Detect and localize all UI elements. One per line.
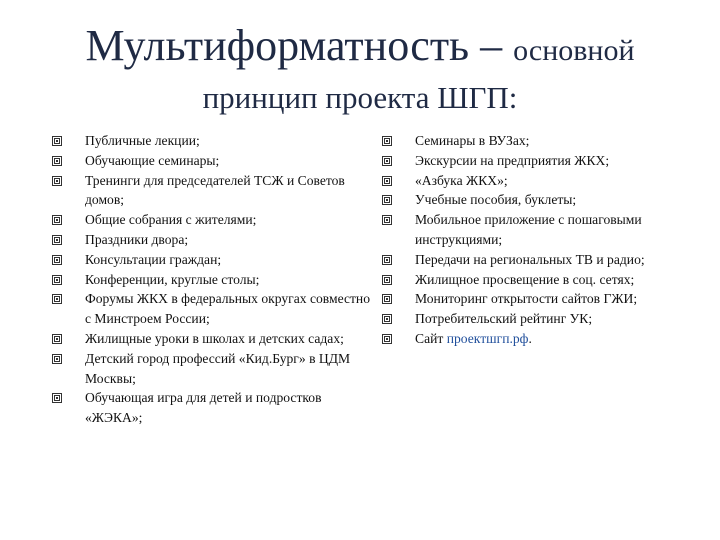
list-item-text: Мониторинг открытости сайтов ГЖИ;	[415, 291, 638, 307]
right-column	[382, 131, 700, 349]
list-item	[382, 190, 700, 210]
list-item-text: Праздники двора;	[85, 231, 189, 247]
square-bullet-icon	[52, 215, 62, 225]
list-item	[382, 171, 700, 191]
list-item	[52, 388, 370, 428]
list-item	[52, 230, 370, 250]
list-item	[382, 250, 700, 270]
site-prefix: Сайт	[415, 330, 447, 346]
square-bullet-icon	[382, 136, 392, 146]
list-item-text: «Азбука ЖКХ»;	[415, 172, 508, 188]
list-item	[382, 131, 700, 151]
square-bullet-icon	[382, 314, 392, 324]
list-item-text: Детский город профессий «Кид.Бург» в ЦДМ Москвы;	[85, 350, 351, 386]
title-main: Мультиформатность –	[85, 21, 514, 70]
list-item	[52, 289, 370, 329]
list-item-site	[382, 329, 700, 349]
list-item	[52, 131, 370, 151]
square-bullet-icon	[52, 176, 62, 186]
square-bullet-icon	[52, 393, 62, 403]
list-item-text: Форумы ЖКХ в федеральных округах совместно с Минстроем России;	[85, 291, 370, 327]
list-item-text: Обучающие семинары;	[85, 152, 220, 168]
right-list	[382, 131, 700, 349]
slide-subtitle: принцип проекта ШГП:	[202, 80, 518, 115]
list-item	[382, 151, 700, 171]
list-item	[52, 329, 370, 349]
square-bullet-icon	[52, 255, 62, 265]
square-bullet-icon	[382, 275, 392, 285]
list-item-text: Семинары в ВУЗах;	[415, 133, 530, 148]
list-item	[52, 210, 370, 230]
list-item-text: Конференции, круглые столы;	[85, 271, 260, 287]
square-bullet-icon	[52, 334, 62, 344]
slide-title	[0, 21, 720, 70]
list-item-text: Консультации граждан;	[85, 251, 222, 267]
square-bullet-icon	[382, 294, 392, 304]
title-main-tail: основной	[513, 34, 635, 67]
square-bullet-icon	[382, 195, 392, 205]
list-item	[52, 349, 370, 389]
site-link[interactable]: проектшгп.рф	[446, 330, 529, 346]
list-item	[52, 151, 370, 171]
list-item	[382, 210, 700, 250]
list-item-text: Общие собрания с жителями;	[85, 212, 257, 228]
list-item	[382, 309, 700, 329]
square-bullet-icon	[382, 215, 392, 225]
list-item-text: Обучающая игра для детей и подростков «ЖЭКА»;	[85, 390, 322, 426]
list-item-text: Потребительский рейтинг УК;	[415, 311, 593, 327]
square-bullet-icon	[52, 294, 62, 304]
left-column	[52, 131, 370, 428]
list-item-text: Жилищное просвещение в соц. сетях;	[415, 271, 635, 287]
list-item-text: Тренинги для председателей ТСЖ и Советов домов;	[85, 172, 345, 208]
list-item-text: Учебные пособия, буклеты;	[415, 192, 577, 208]
list-item-text: Жилищные уроки в школах и детских садах;	[85, 330, 344, 346]
list-item	[382, 289, 700, 309]
square-bullet-icon	[52, 235, 62, 245]
list-item-text: Передачи на региональных ТВ и радио;	[415, 251, 645, 267]
list-item-text: Мобильное приложение с пошаговыми инструкциями;	[415, 212, 642, 247]
list-item	[52, 270, 370, 290]
square-bullet-icon	[52, 156, 62, 166]
list-item	[382, 270, 700, 290]
left-list	[52, 131, 370, 428]
list-item-text: Публичные лекции;	[85, 133, 200, 148]
square-bullet-icon	[382, 255, 392, 265]
square-bullet-icon	[382, 334, 392, 344]
list-item-text: Экскурсии на предприятия ЖКХ;	[415, 152, 610, 168]
list-item	[52, 250, 370, 270]
square-bullet-icon	[52, 354, 62, 364]
square-bullet-icon	[52, 275, 62, 285]
square-bullet-icon	[52, 136, 62, 146]
square-bullet-icon	[382, 176, 392, 186]
list-item	[52, 171, 370, 211]
square-bullet-icon	[382, 156, 392, 166]
site-suffix: .	[528, 330, 532, 346]
